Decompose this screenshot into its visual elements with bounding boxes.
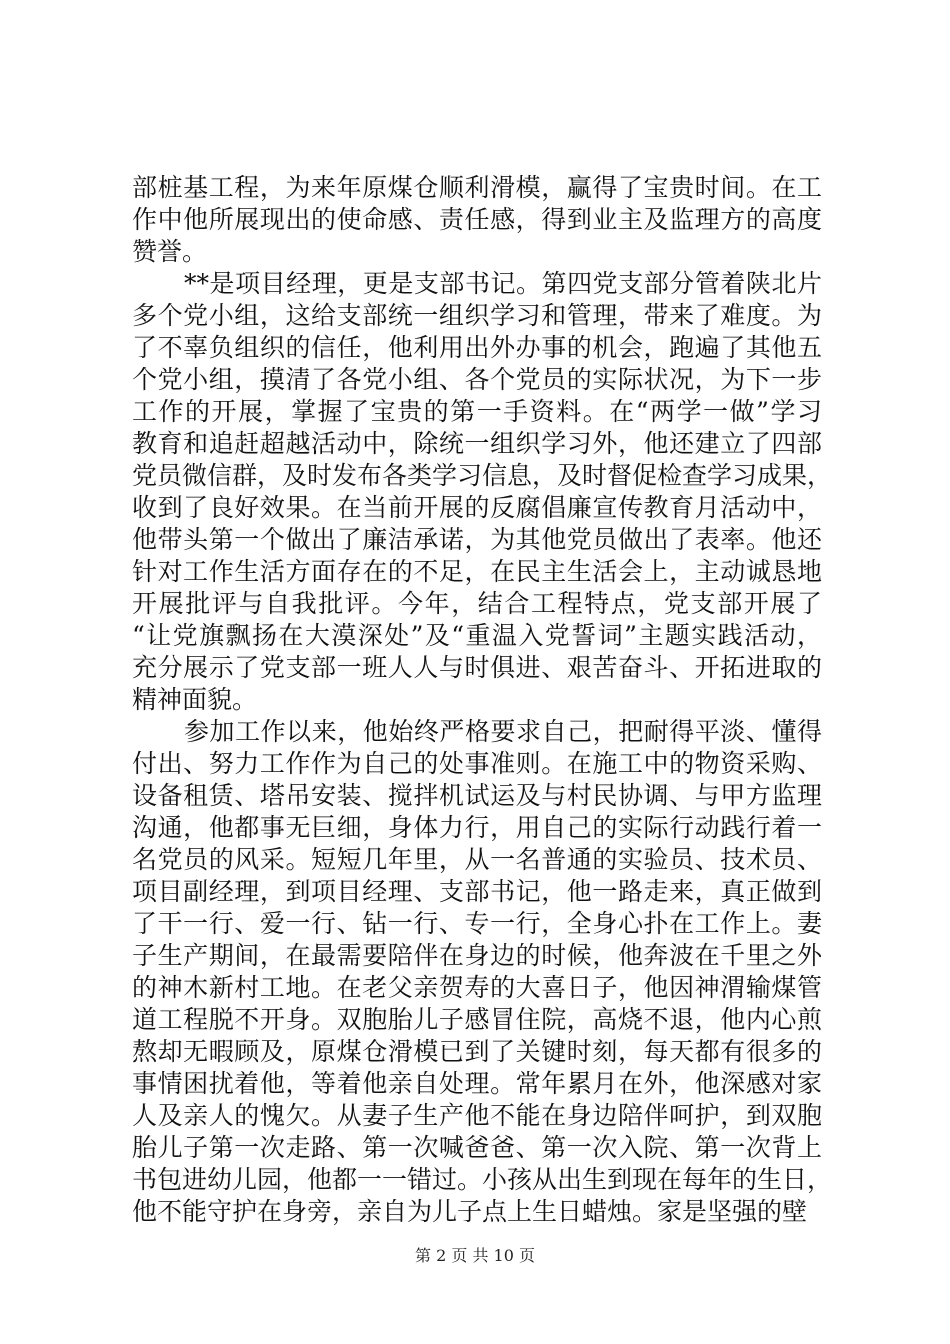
text-line: 付出、努力工作作为自己的处事准则。在施工中的物资采购、 <box>132 749 822 778</box>
text-line: 他不能守护在身旁，亲自为儿子点上生日蜡烛。家是坚强的壁 <box>132 1197 808 1226</box>
text-line: 事情困扰着他，等着他亲自处理。常年累月在外，他深感对家 <box>132 1069 822 1098</box>
text-line: 部桩基工程，为来年原煤仓顺利滑模，赢得了宝贵时间。在工 <box>132 173 822 202</box>
text-line: 工作的开展，掌握了宝贵的第一手资料。在“两学一做”学习 <box>132 397 822 426</box>
text-line: 了干一行、爱一行、钻一行、专一行，全身心扑在工作上。妻 <box>132 909 822 938</box>
text-line: 收到了良好效果。在当前开展的反腐倡廉宣传教育月活动中， <box>132 493 822 522</box>
text-line: 精神面貌。 <box>132 685 258 714</box>
text-line: “让党旗飘扬在大漠深处”及“重温入党誓词”主题实践活动， <box>132 621 822 650</box>
text-line: 党员微信群，及时发布各类学习信息，及时督促检查学习成果， <box>132 461 833 490</box>
text-line: 教育和追赶超越活动中，除统一组织学习外，他还建立了四部 <box>132 429 822 458</box>
text-line: 作中他所展现出的使命感、责任感，得到业主及监理方的高度 <box>132 205 822 234</box>
text-line: 设备租赁、塔吊安装、搅拌机试运及与村民协调、与甲方监理 <box>132 781 822 810</box>
text-line: 项目副经理，到项目经理、支部书记，他一路走来，真正做到 <box>132 877 822 906</box>
text-line: 名党员的风采。短短几年里，从一名普通的实验员、技术员、 <box>132 845 822 874</box>
page-footer: 第 2 页 共 10 页 <box>415 1246 535 1265</box>
text-line: 了不辜负组织的信任，他利用出外办事的机会，跑遍了其他五 <box>132 333 822 362</box>
paragraph <box>132 268 833 716</box>
text-line: 子生产期间，在最需要陪伴在身边的时候，他奔波在千里之外 <box>132 941 822 970</box>
text-line: 他带头第一个做出了廉洁承诺，为其他党员做出了表率。他还 <box>132 525 822 554</box>
text-line: 充分展示了党支部一班人人与时俱进、艰苦奋斗、开拓进取的 <box>132 653 822 682</box>
text-line: 的神木新村工地。在老父亲贺寿的大喜日子，他因神渭输煤管 <box>132 973 822 1002</box>
text-line: 赞誉。 <box>132 237 208 266</box>
text-line: 参加工作以来，他始终严格要求自己，把耐得平淡、懂得 <box>184 717 822 746</box>
paragraph <box>132 716 833 1228</box>
text-line: 熬却无暇顾及，原煤仓滑模已到了关键时刻，每天都有很多的 <box>132 1037 822 1066</box>
text-line: 书包进幼儿园，他都一一错过。小孩从出生到现在每年的生日， <box>132 1165 833 1194</box>
text-line: 多个党小组，这给支部统一组织学习和管理，带来了难度。为 <box>132 301 822 330</box>
text-line: 沟通，他都事无巨细，身体力行，用自己的实际行动践行着一 <box>132 813 822 842</box>
text-line: 人及亲人的愧欠。从妻子生产他不能在身边陪伴呵护，到双胞 <box>132 1101 822 1130</box>
paragraph <box>132 172 822 268</box>
text-line: 个党小组，摸清了各党小组、各个党员的实际状况，为下一步 <box>132 365 822 394</box>
text-line: 胎儿子第一次走路、第一次喊爸爸、第一次入院、第一次背上 <box>132 1133 822 1162</box>
text-line: **是项目经理，更是支部书记。第四党支部分管着陕北片 <box>184 269 822 298</box>
text-line: 针对工作生活方面存在的不足，在民主生活会上，主动诚恳地 <box>132 557 822 586</box>
text-line: 开展批评与自我批评。今年，结合工程特点，党支部开展了 <box>132 589 822 618</box>
document-body <box>132 172 833 1228</box>
text-line: 道工程脱不开身。双胞胎儿子感冒住院，高烧不退，他内心煎 <box>132 1005 822 1034</box>
